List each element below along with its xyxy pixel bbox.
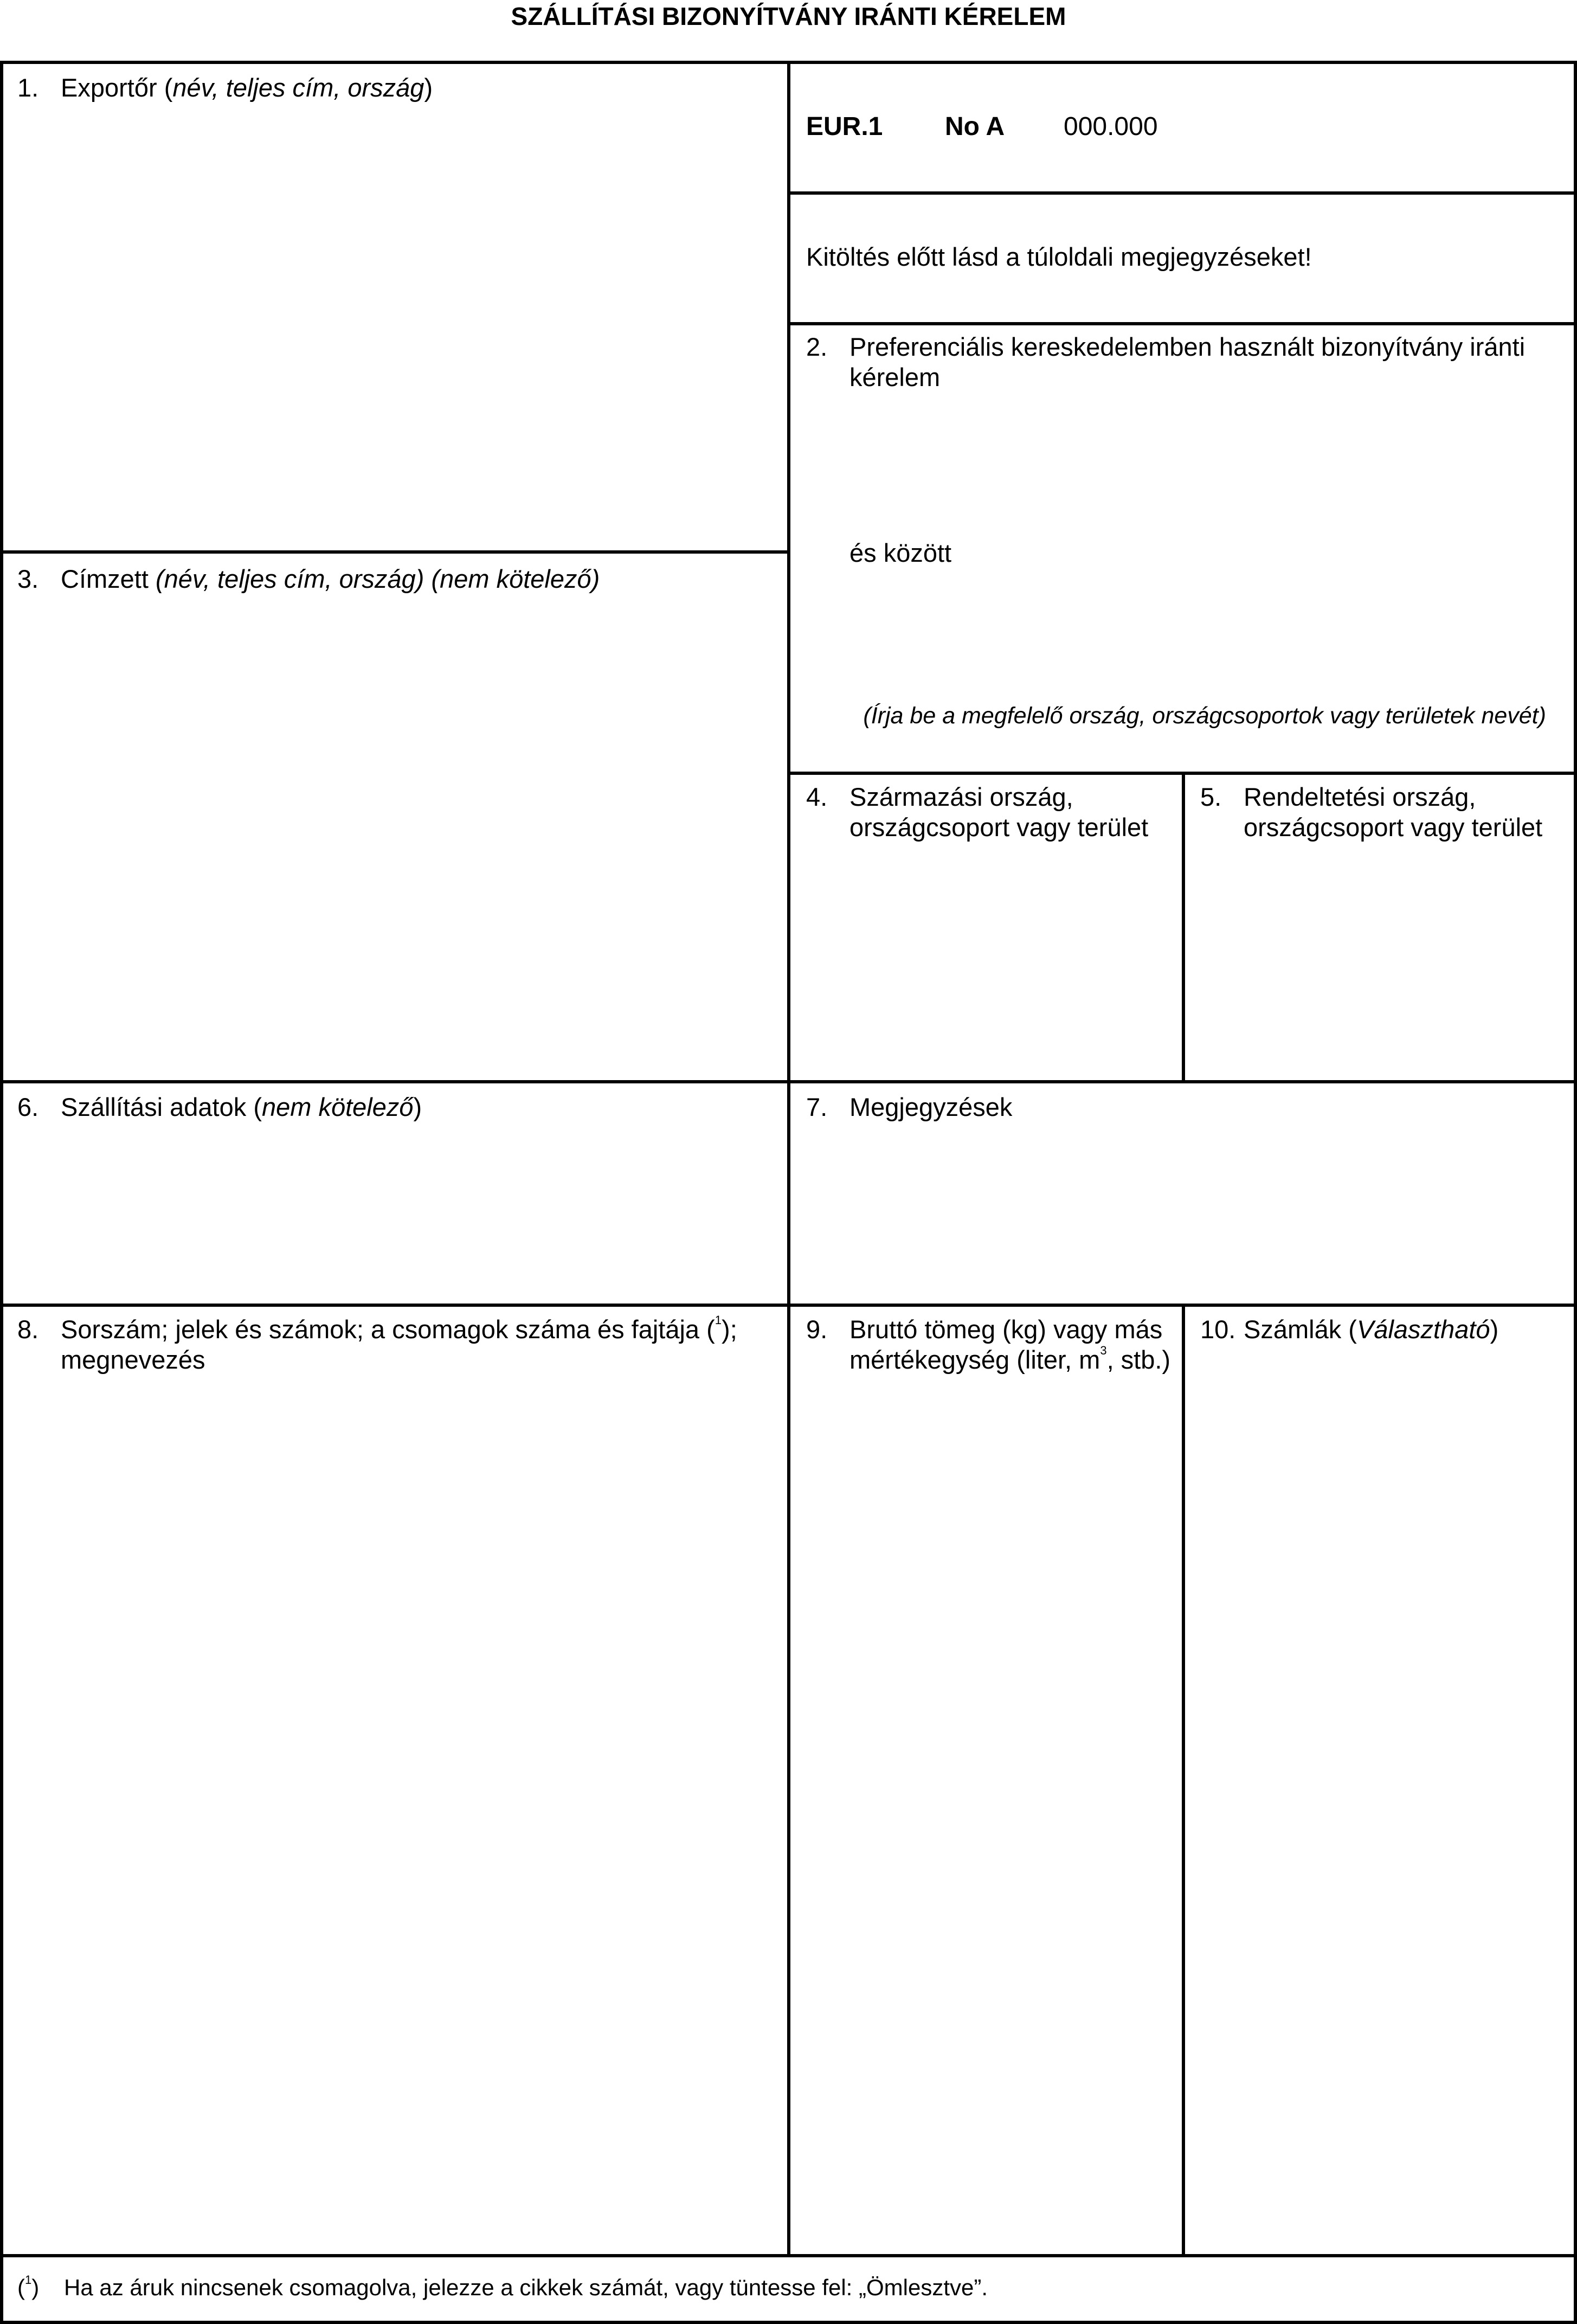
box-number: 6. <box>17 1093 39 1121</box>
box-2-hint: (Írja be a megfelelő ország, országcsoportok vagy területek nevét) <box>863 703 1546 729</box>
box-number: 7. <box>806 1093 828 1121</box>
box-number: 9. <box>806 1315 828 1344</box>
notice-text: Kitöltés előtt lásd a túloldali megjegyzéseket! <box>806 242 1312 271</box>
box-10-invoices[interactable]: 10. Számlák (Választható) <box>1200 1315 1499 1344</box>
box-number: 10. <box>1200 1315 1236 1344</box>
form-border-left <box>0 61 3 2324</box>
eur1-no-label: No A <box>945 112 1005 141</box>
box-label: Rendeltetési ország, országcsoport vagy terület <box>1244 782 1543 842</box>
box-2-between-text: és között <box>849 538 952 567</box>
box-label-italic: (név, teljes cím, ország) <box>155 564 424 593</box>
divider <box>1182 772 1185 1083</box>
box-label: Címzett <box>61 564 149 593</box>
box-number: 8. <box>17 1315 39 1344</box>
form-border-bottom <box>0 2321 1577 2324</box>
box-label: Exportőr <box>61 73 157 102</box>
box-8-goods-description[interactable]: 8. Sorszám; jelek és számok; a csomagok száma és fajtája ($^1$); megnevezés <box>17 1313 737 1374</box>
footnote-marker: 1 <box>25 2273 32 2287</box>
box-label-italic: nem kötelező <box>261 1093 414 1121</box>
footnote: ($^1$) Ha az áruk nincsenek csomagolva, jelezze a cikkek számát, vagy tüntesse fel: „Ömlesztve”. <box>17 2273 988 2300</box>
box-6-transport-details[interactable]: 6. Szállítási adatok (nem kötelező) <box>17 1093 422 1121</box>
box-4-country-of-origin[interactable] <box>806 782 1169 843</box>
box-number: 3. <box>17 564 39 593</box>
box-2-preferential-trade[interactable] <box>806 332 1560 393</box>
eur1-number-box <box>806 112 1554 142</box>
box-number: 5. <box>1200 782 1222 811</box>
divider <box>788 191 1577 195</box>
box-label: Bruttó tömeg (kg) vagy más mértékegység (liter, m <box>849 1315 1163 1374</box>
form-border-right <box>1574 61 1577 2324</box>
form-title: SZÁLLÍTÁSI BIZONYÍTVÁNY IRÁNTI KÉRELEM <box>511 2 1066 30</box>
eur1-serial-number: 000.000 <box>1064 112 1158 141</box>
superscript-3: 3 <box>1100 1344 1107 1357</box>
box-number: 2. <box>806 332 828 361</box>
box-label-italic: Választható <box>1356 1315 1490 1344</box>
divider <box>0 550 790 554</box>
box-number: 1. <box>17 73 39 102</box>
box-9-gross-mass[interactable]: 9. Bruttó tömeg (kg) vagy más mértékegység (liter, $m^3$, stb.) <box>806 1315 1171 1374</box>
box-1-exporter[interactable]: 1. Exportőr (név, teljes cím, ország) <box>17 73 433 102</box>
box-label: Preferenciális kereskedelemben használt bizonyítvány iránti kérelem <box>849 332 1525 391</box>
box-number: 4. <box>806 782 828 811</box>
footnote-text: Ha az áruk nincsenek csomagolva, jelezze a cikkek számát, vagy tüntesse fel: „Ömlesztve”. <box>64 2275 988 2300</box>
box-label-italic: (nem kötelező) <box>431 564 600 593</box>
divider <box>787 61 790 2257</box>
box-7-remarks[interactable] <box>806 1092 1560 1122</box>
eur1-code: EUR.1 <box>806 112 883 141</box>
box-3-consignee[interactable] <box>17 564 776 594</box>
box-label: Származási ország, országcsoport vagy terület <box>849 782 1149 842</box>
box-label: Sorszám; jelek és számok; a csomagok száma és fajtája ( <box>61 1315 715 1344</box>
box-label-italic: név, teljes cím, ország <box>172 73 424 102</box>
box-label: Megjegyzések <box>849 1093 1013 1121</box>
eur1-request-form <box>0 61 1577 2324</box>
divider <box>788 322 1577 325</box>
box-label: Szállítási adatok <box>61 1093 247 1121</box>
box-label: Számlák <box>1244 1315 1342 1344</box>
footnote-ref: 1 <box>715 1313 722 1327</box>
divider <box>1182 1304 1185 2257</box>
box-5-country-of-destination[interactable] <box>1200 782 1563 843</box>
